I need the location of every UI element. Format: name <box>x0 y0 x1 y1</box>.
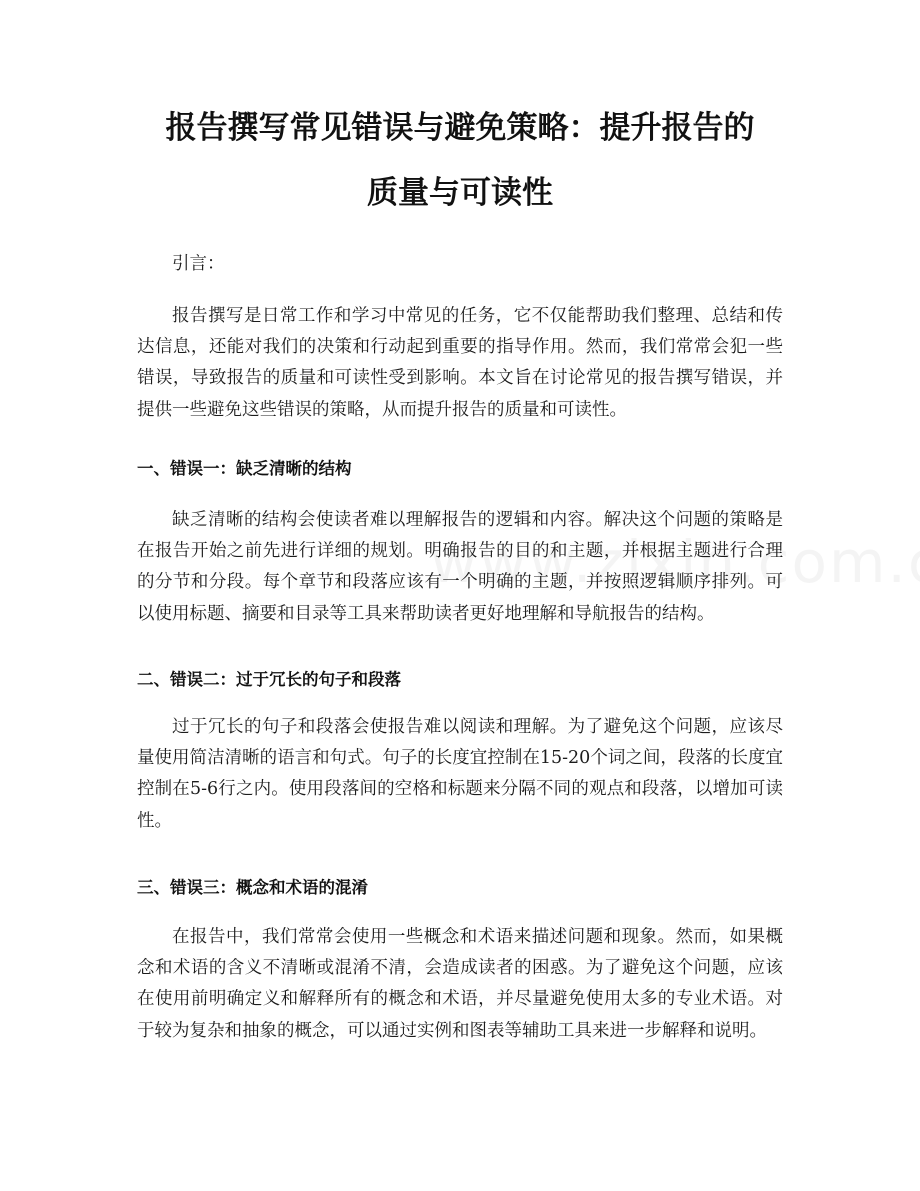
section-3-heading: 三、错误三：概念和术语的混淆 <box>137 878 368 897</box>
section-2-body: 过于冗长的句子和段落会使报告难以阅读和理解。为了避免这个问题，应该尽量使用简洁清晰的语言和句式。句子的长度宜控制在15-20个词之间，段落的长度宜控制在5-6行之内。使用段落间的空格和标题来分隔不同的观点和段落，以增加可读性。 <box>137 717 783 831</box>
document-title <box>100 96 820 226</box>
intro-paragraph: 报告撰写是日常工作和学习中常见的任务，它不仅能帮助我们整理、总结和传达信息，还能对我们的决策和行动起到重要的指导作用。然而，我们常常会犯一些错误，导致报告的质量和可读性受到影响。本文旨在讨论常见的报告撰写错误，并提供一些避免这些错误的策略，从而提升报告的质量和可读性。 <box>137 306 783 420</box>
section-1-body: 缺乏清晰的结构会使读者难以理解报告的逻辑和内容。解决这个问题的策略是在报告开始之前先进行详细的规划。明确报告的目的和主题，并根据主题进行合理的分节和分段。每个章节和段落应该有一个明确的主题，并按照逻辑顺序排列。可以使用标题、摘要和目录等工具来帮助读者更好地理解和导航报告的结构。 <box>137 510 783 624</box>
title-line-1: 报告撰写常见错误与避免策略：提升报告的 <box>165 110 755 146</box>
section-3-body: 在报告中，我们常常会使用一些概念和术语来描述问题和现象。然而，如果概念和术语的含义不清晰或混淆不清，会造成读者的困惑。为了避免这个问题，应该在使用前明确定义和解释所有的概念和术语，并尽量避免使用太多的专业术语。对于较为复杂和抽象的概念，可以通过实例和图表等辅助工具来进一步解释和说明。 <box>137 927 783 1041</box>
section-2-heading: 二、错误二：过于冗长的句子和段落 <box>137 670 401 689</box>
intro-label: 引言： <box>172 254 225 274</box>
title-line-2: 质量与可读性 <box>367 175 553 211</box>
section-1-heading: 一、错误一：缺乏清晰的结构 <box>137 459 352 478</box>
